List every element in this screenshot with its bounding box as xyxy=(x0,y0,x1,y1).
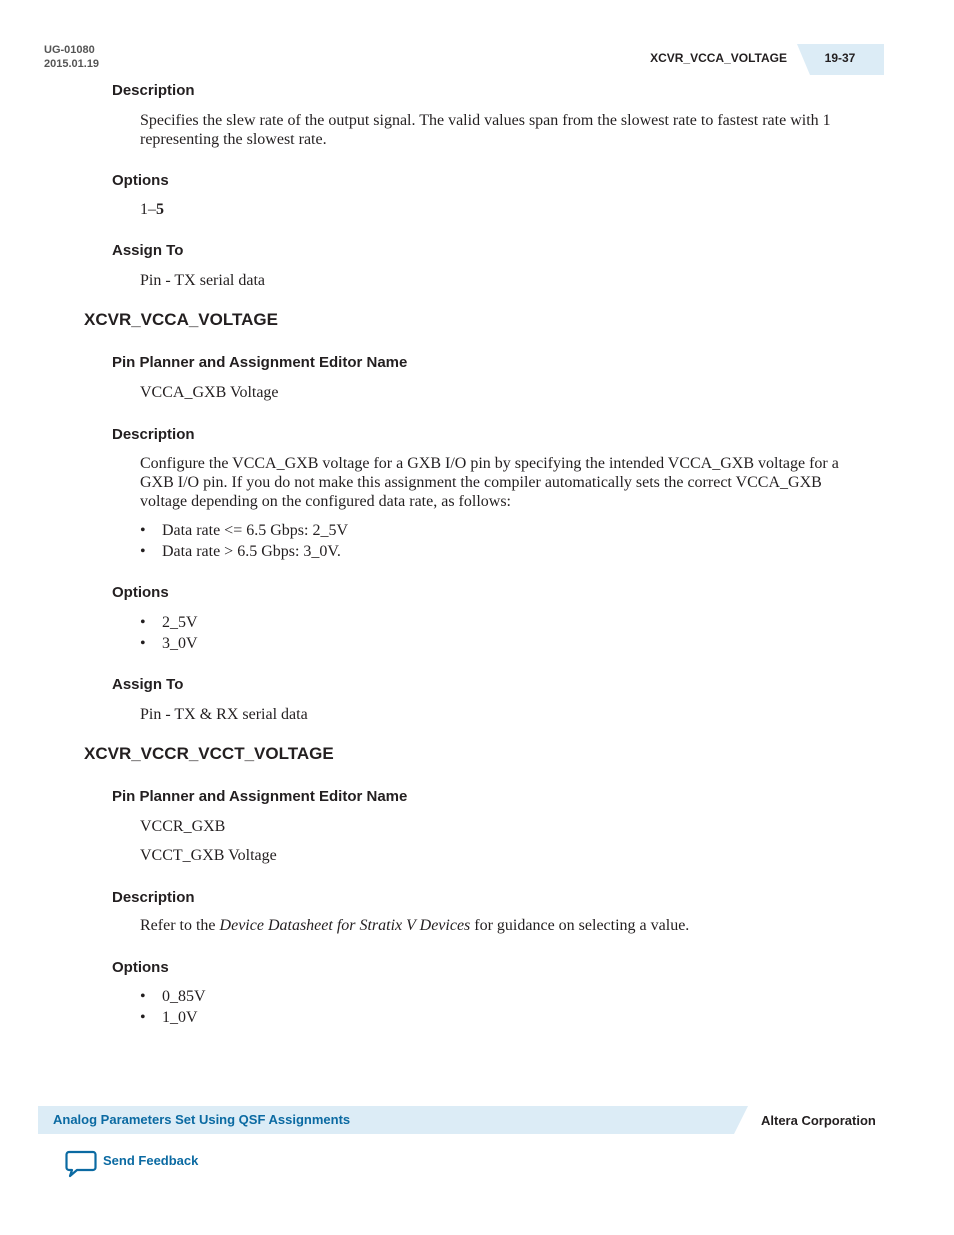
vcca-description-heading: Description xyxy=(112,426,195,443)
vcca-assign-heading: Assign To xyxy=(112,676,184,693)
vccr-pin-planner-value: VCCT_GXB Voltage xyxy=(140,847,277,864)
option-text: 2_5V xyxy=(162,614,198,631)
vccr-options-heading: Options xyxy=(112,959,169,976)
doc-id-block xyxy=(44,43,99,71)
option-text: 0_85V xyxy=(162,988,206,1005)
speech-bubble-icon[interactable] xyxy=(65,1150,97,1178)
slew-description-heading: Description xyxy=(112,82,195,99)
vcca-description-text: Configure the VCCA_GXB voltage for a GXB I/O pin by specifying the intended VCCA_GXB voltage for a GXB I/O pin. If you do not make this assignment the compiler automatically sets the correct VCCA_GXB voltage depending on the configured data rate, as follows: xyxy=(140,455,839,510)
slew-options-heading: Options xyxy=(112,172,169,189)
vcca-option-item: • 2_5V xyxy=(140,614,198,631)
vccr-option-item: • 1_0V xyxy=(140,1009,198,1026)
slew-options-value xyxy=(140,200,868,219)
vcca-option-item: • 3_0V xyxy=(140,635,198,652)
doc-date: 2015.01.19 xyxy=(44,58,100,70)
vcca-options-heading: Options xyxy=(112,584,169,601)
vcca-pin-planner-value: VCCA_GXB Voltage xyxy=(140,384,279,401)
vccr-description-text xyxy=(140,916,868,935)
doc-id: UG-01080 xyxy=(44,44,95,56)
vccr-pin-planner-value: VCCR_GXB xyxy=(140,818,226,835)
header-section-title: XCVR_VCCA_VOLTAGE xyxy=(650,51,787,65)
vccr-section-title: XCVR_VCCR_VCCT_VOLTAGE xyxy=(84,744,334,763)
vccr-option-item: • 0_85V xyxy=(140,988,206,1005)
option-text: 1_0V xyxy=(162,1009,198,1026)
slew-assign-text: Pin - TX serial data xyxy=(140,272,266,289)
vcca-description-bullet: • Data rate <= 6.5 Gbps: 2_5V xyxy=(140,522,349,539)
vcca-description-bullet: • Data rate > 6.5 Gbps: 3_0V. xyxy=(140,543,341,560)
send-feedback-link[interactable]: Send Feedback xyxy=(103,1153,199,1168)
bullet-text: Data rate > 6.5 Gbps: 3_0V. xyxy=(162,543,341,560)
slew-assign-heading: Assign To xyxy=(112,242,184,259)
vccr-pin-planner-heading: Pin Planner and Assignment Editor Name xyxy=(112,788,408,805)
slew-options-prefix: 1– xyxy=(140,201,156,218)
vcca-section-title: XCVR_VCCA_VOLTAGE xyxy=(84,310,278,329)
footer-company: Altera Corporation xyxy=(761,1113,876,1128)
vcca-pin-planner-heading: Pin Planner and Assignment Editor Name xyxy=(112,354,408,371)
vccr-description-heading: Description xyxy=(112,889,195,906)
description-post: for guidance on selecting a value. xyxy=(470,917,690,934)
footer-chapter-title[interactable]: Analog Parameters Set Using QSF Assignments xyxy=(53,1112,351,1127)
description-pre: Refer to the xyxy=(140,917,220,934)
vcca-assign-text: Pin - TX & RX serial data xyxy=(140,706,308,723)
option-text: 3_0V xyxy=(162,635,198,652)
bullet-text: Data rate <= 6.5 Gbps: 2_5V xyxy=(162,522,349,539)
datasheet-reference: Device Datasheet for Stratix V Devices xyxy=(219,917,471,934)
header-page-number: 19-37 xyxy=(824,51,856,65)
slew-options-bold: 5 xyxy=(156,201,164,218)
slew-description-text: Specifies the slew rate of the output signal. The valid values span from the slowest rate to fastest rate with 1 representing the slowest rate. xyxy=(140,112,831,148)
